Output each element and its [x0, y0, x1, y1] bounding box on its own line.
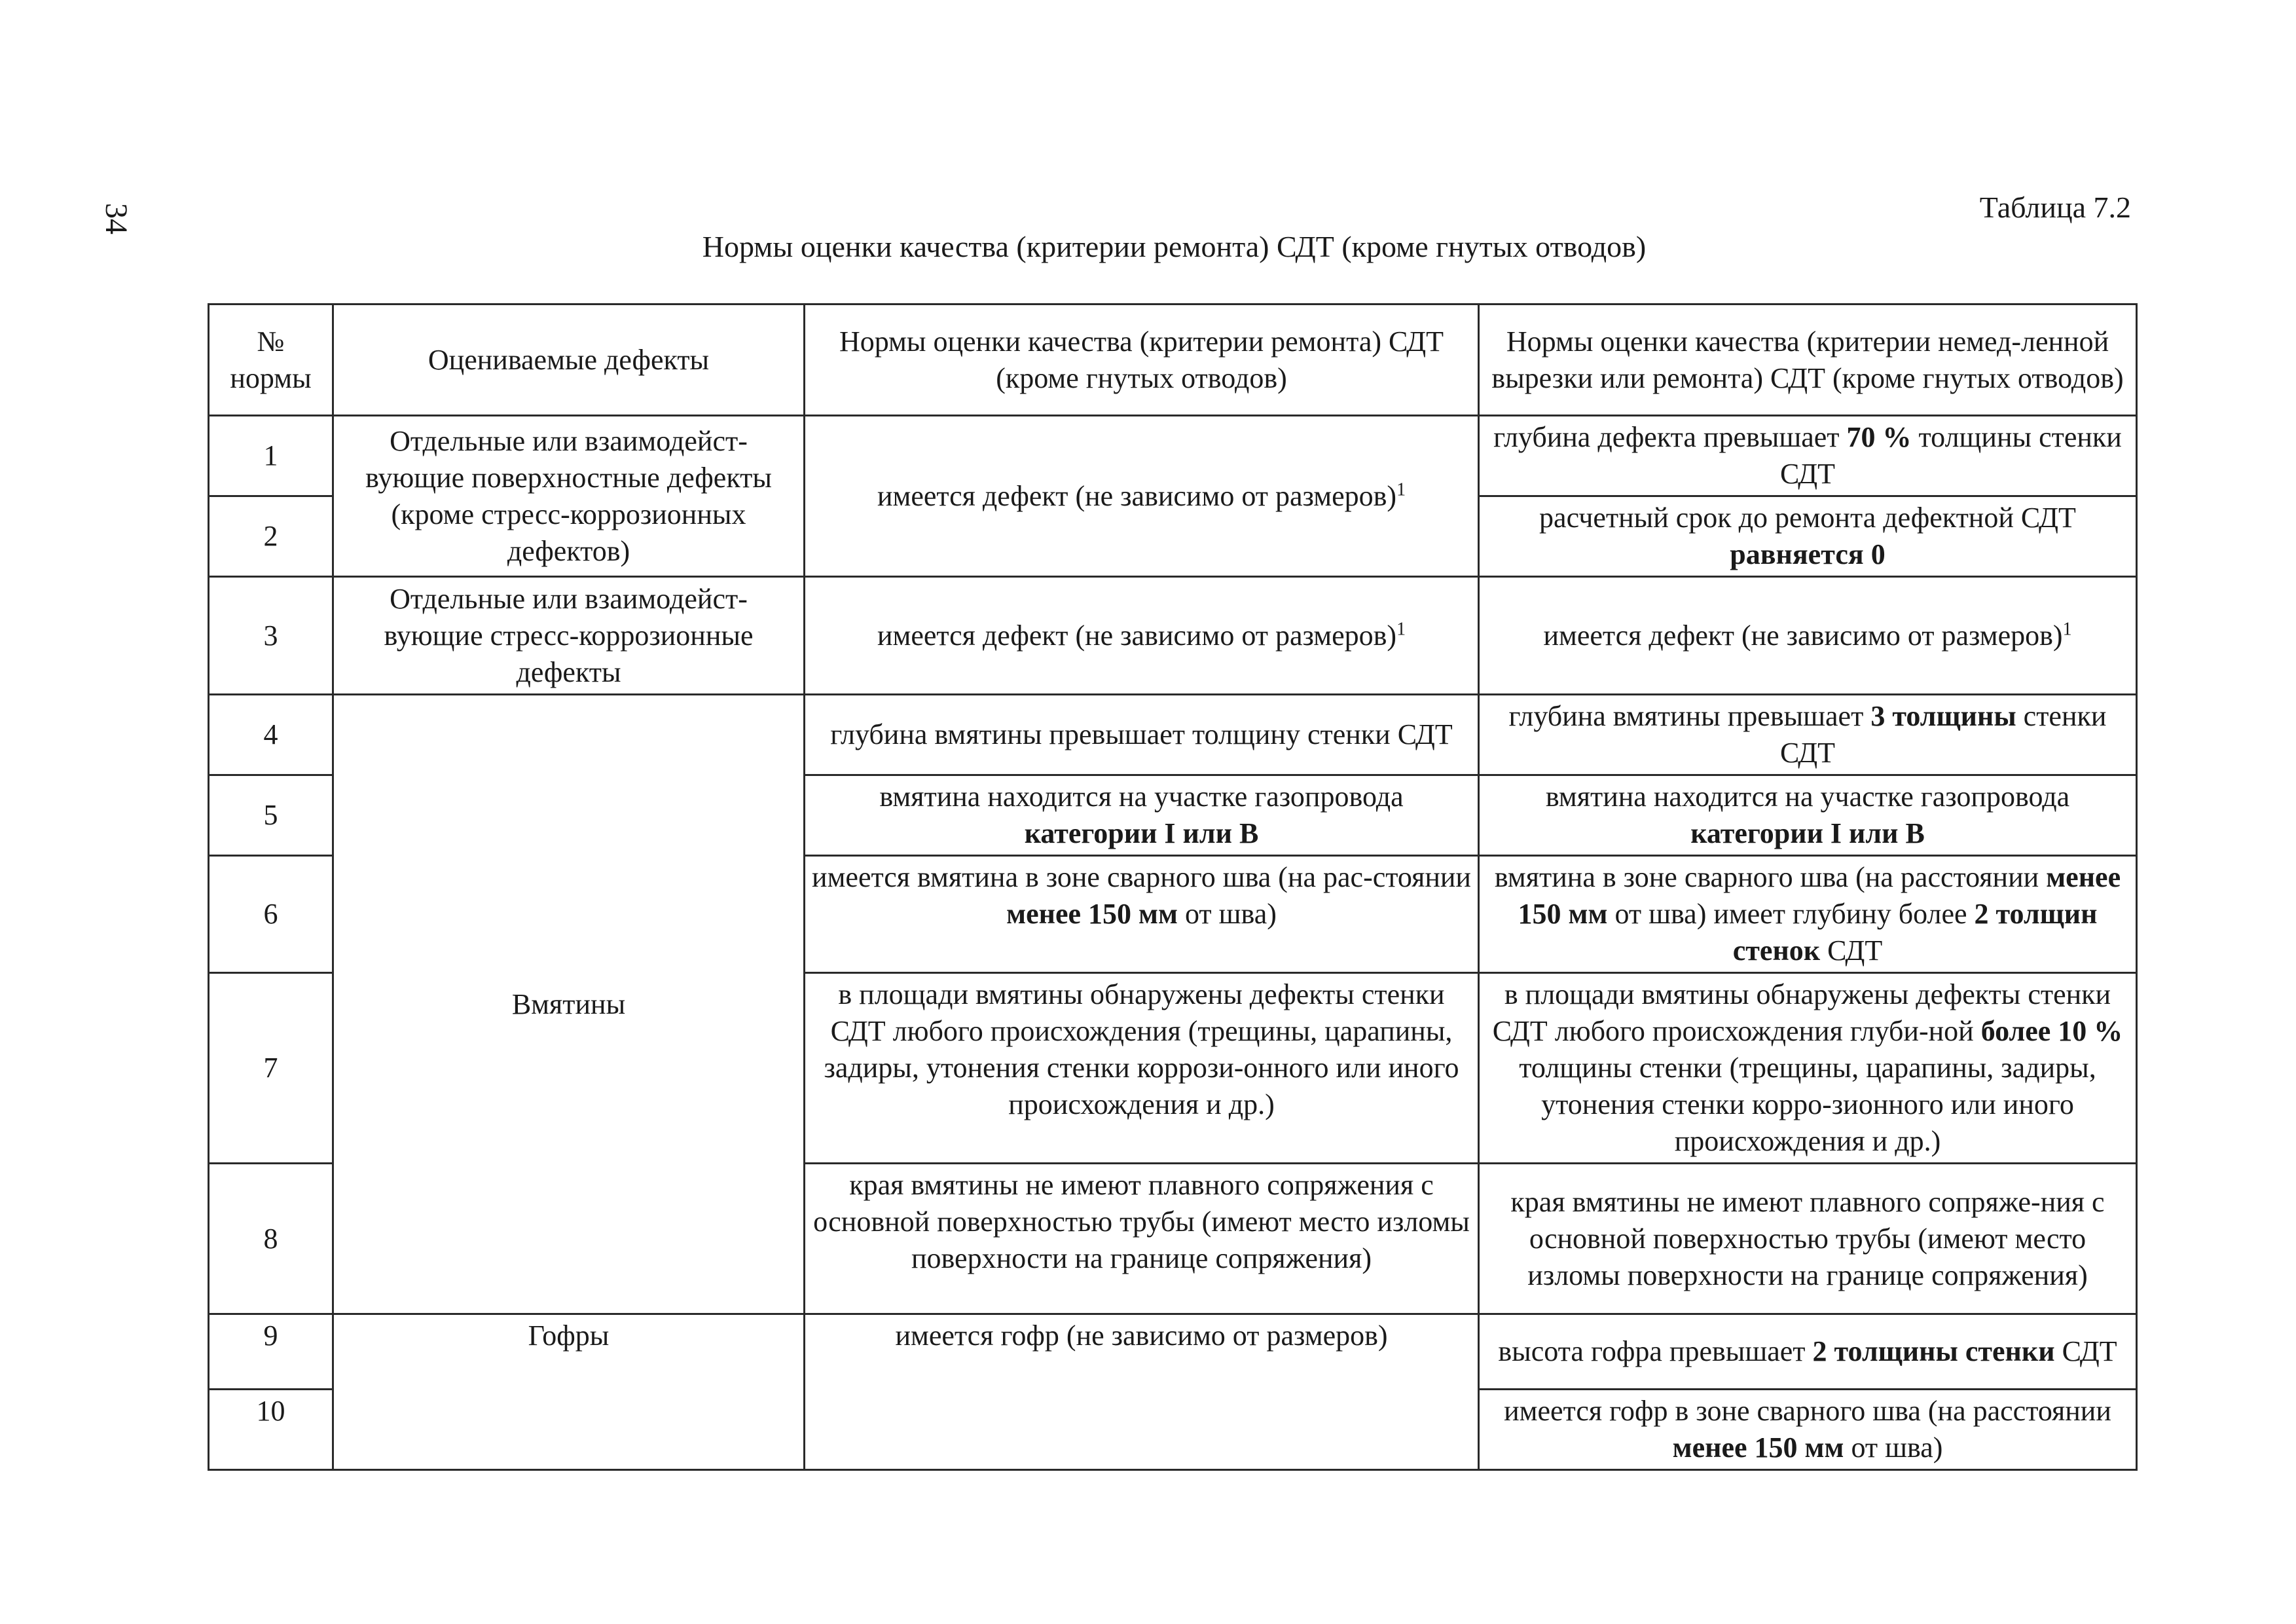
repair-cell: имеется гофр (не зависимо от размеров) — [805, 1314, 1479, 1470]
cutout-cell: расчетный срок до ремонта дефектной СДТ равняется 0 — [1479, 496, 2137, 577]
table-row — [209, 577, 2137, 695]
cutout-cell: в площади вмятины обнаружены дефекты стенки СДТ любого происхождения глуби-ной более 10 % толщины стенки (трещины, царапины, задиры, утонения стенки корро-зионного или иного происхождения и др.) — [1479, 973, 2137, 1164]
table-row — [209, 695, 2137, 775]
repair-cell: вмятина находится на участке газопровода категории I или В — [805, 775, 1479, 856]
norm-number: 5 — [209, 775, 333, 856]
page-number: 34 — [99, 203, 134, 234]
table-title: Нормы оценки качества (критерии ремонта) СДТ (кроме гнутых отводов) — [702, 230, 1647, 263]
norm-number: 6 — [209, 856, 333, 973]
defect-cell: Вмятины — [333, 695, 805, 1314]
norm-number: 7 — [209, 973, 333, 1164]
cutout-cell: вмятина находится на участке газопровода категории I или В — [1479, 775, 2137, 856]
cutout-cell: вмятина в зоне сварного шва (на расстоянии менее 150 мм от шва) имеет глубину более 2 толщин стенок СДТ — [1479, 856, 2137, 973]
cutout-cell: глубина дефекта превышает 70 % толщины стенки СДТ — [1479, 416, 2137, 496]
norms-table — [208, 303, 2138, 1471]
table-row — [209, 1314, 2137, 1390]
repair-cell: имеется вмятина в зоне сварного шва (на рас-стоянии менее 150 мм от шва) — [805, 856, 1479, 973]
header-number: № нормы — [209, 304, 333, 416]
norm-number: 10 — [209, 1390, 333, 1470]
cutout-cell: имеется дефект (не зависимо от размеров)$^1$ — [1479, 577, 2137, 695]
cutout-cell: глубина вмятины превышает 3 толщины стенки СДТ — [1479, 695, 2137, 775]
header-cutout: Нормы оценки качества (критерии немед-ленной вырезки или ремонта) СДТ (кроме гнутых отводов) — [1479, 304, 2137, 416]
norm-number: 8 — [209, 1164, 333, 1314]
cutout-cell: имеется гофр в зоне сварного шва (на расстоянии менее 150 мм от шва) — [1479, 1390, 2137, 1470]
table-row — [209, 416, 2137, 496]
cutout-cell: края вмятины не имеют плавного сопряже-ния с основной поверхностью трубы (имеют место изломы поверхности на границе сопряжения) — [1479, 1164, 2137, 1314]
repair-cell: глубина вмятины превышает толщину стенки СДТ — [805, 695, 1479, 775]
norm-number: 1 — [209, 416, 333, 496]
header-repair: Нормы оценки качества (критерии ремонта) СДТ (кроме гнутых отводов) — [805, 304, 1479, 416]
repair-cell: в площади вмятины обнаружены дефекты стенки СДТ любого происхождения (трещины, царапины, задиры, утонения стенки коррози-онного или иного происхождения и др.) — [805, 973, 1479, 1164]
norm-number: 4 — [209, 695, 333, 775]
defect-cell: Отдельные или взаимодейст-вующие стресс-коррозионные дефекты — [333, 577, 805, 695]
defect-cell: Гофры — [333, 1314, 805, 1470]
table-header-row — [209, 304, 2137, 416]
repair-cell: края вмятины не имеют плавного сопряжения с основной поверхностью трубы (имеют место изломы поверхности на границе сопряжения) — [805, 1164, 1479, 1314]
defect-cell: Отдельные или взаимодейст-вующие поверхностные дефекты (кроме стресс-коррозионных дефектов) — [333, 416, 805, 577]
repair-cell: имеется дефект (не зависимо от размеров)$^1$ — [805, 416, 1479, 577]
norm-number: 2 — [209, 496, 333, 577]
header-defects: Оцениваемые дефекты — [333, 304, 805, 416]
cutout-cell: высота гофра превышает 2 толщины стенки СДТ — [1479, 1314, 2137, 1390]
repair-cell: имеется дефект (не зависимо от размеров)$^1$ — [805, 577, 1479, 695]
norm-number: 9 — [209, 1314, 333, 1390]
norm-number: 3 — [209, 577, 333, 695]
table-label: Таблица 7.2 — [1979, 191, 2131, 224]
